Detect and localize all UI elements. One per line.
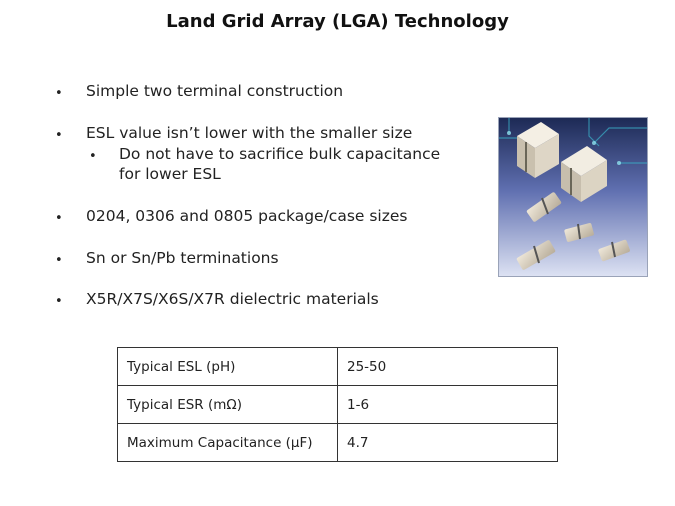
- bullet-marker: •: [55, 211, 63, 226]
- bullet-marker: •: [55, 253, 63, 268]
- bullet-marker: •: [55, 294, 63, 309]
- table-cell-label: Typical ESR (mΩ): [118, 386, 338, 424]
- bullet-marker: •: [55, 128, 63, 143]
- bullet-item: X5R/X7S/X6S/X7R dielectric materials: [86, 290, 379, 308]
- sub-bullet-marker: •: [89, 149, 97, 164]
- bullet-marker: •: [55, 86, 63, 101]
- bullet-item: 0204, 0306 and 0805 package/case sizes: [86, 207, 408, 225]
- bullet-item: Sn or Sn/Pb terminations: [86, 249, 279, 267]
- slide-title: Land Grid Array (LGA) Technology: [166, 11, 509, 32]
- table-cell-label: Typical ESL (pH): [118, 348, 338, 386]
- table-row: [118, 386, 558, 424]
- lga-capacitors-photo: [498, 117, 648, 277]
- bullet-item: ESL value isn’t lower with the smaller size: [86, 124, 413, 142]
- table-cell-value: 4.7: [338, 424, 558, 462]
- table-row: [118, 424, 558, 462]
- table-cell-label: Maximum Capacitance (µF): [118, 424, 338, 462]
- bullet-item: Simple two terminal construction: [86, 82, 344, 100]
- sub-bullet-item-line-1: Do not have to sacrifice bulk capacitance: [119, 145, 441, 163]
- sub-bullet-item-line-2: for lower ESL: [119, 165, 221, 183]
- table-cell-value: 25-50: [338, 348, 558, 386]
- table-row: [118, 348, 558, 386]
- specs-table: [117, 347, 558, 462]
- table-cell-value: 1-6: [338, 386, 558, 424]
